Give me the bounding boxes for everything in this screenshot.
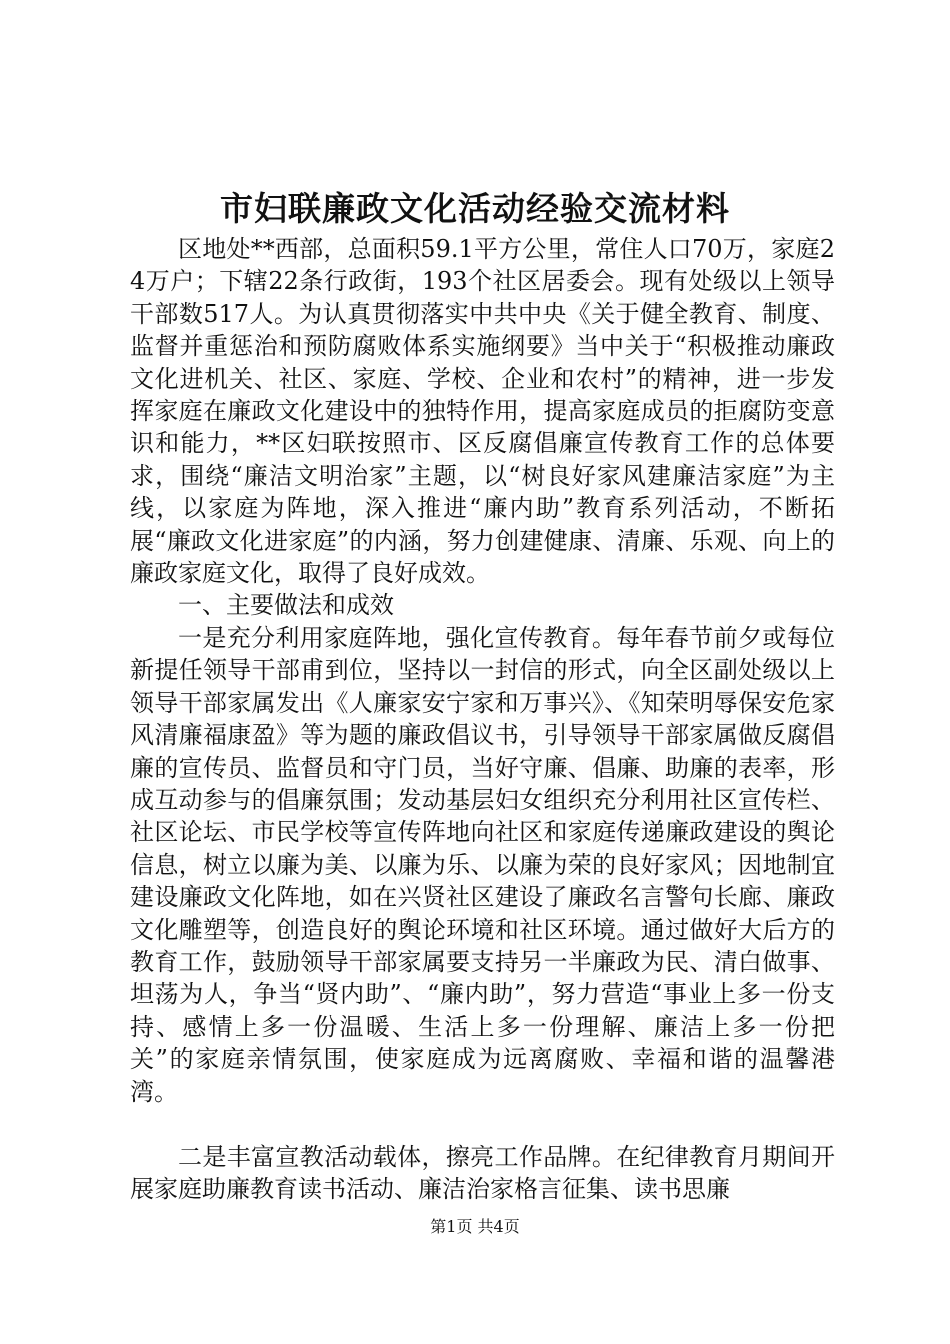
- document-title: 市妇联廉政文化活动经验交流材料: [220, 189, 730, 228]
- section-heading: 一、主要做法和成效: [178, 591, 394, 620]
- page-number-footer: 第1页 共4页: [430, 1217, 520, 1236]
- document-body: [130, 233, 835, 1206]
- paragraph-intro: 区地处**西部，总面积59.1平方公里，常住人口70万，家庭24万户；下辖22条行政街，193个社区居委会。现有处级以上领导干部数517人。为认真贯彻落实中共中央《关于健全教育、制度、监督并重惩治和预防腐败体系实施纲要》当中关于“积极推动廉政文化进机关、社区、家庭、学校、企业和农村”的精神，进一步发挥家庭在廉政文化建设中的独特作用，提高家庭成员的拒腐防变意识和能力，**区妇联按照市、区反腐倡廉宣传教育工作的总体要求，围绕“廉洁文明治家”主题，以“树良好家风建廉洁家庭”为主线，以家庭为阵地，深入推进“廉内助”教育系列活动，不断拓展“廉政文化进家庭”的内涵，努力创建健康、清廉、乐观、向上的廉政家庭文化，取得了良好成效。: [130, 235, 835, 588]
- paragraph-first-point: 一是充分利用家庭阵地，强化宣传教育。每年春节前夕或每位新提任领导干部甫到位，坚持以一封信的形式，向全区副处级以上领导干部家属发出《人廉家安宁家和万事兴》、《知荣明辱保安危家风清廉福康盈》等为题的廉政倡议书，引导领导干部家属做反腐倡廉的宣传员、监督员和守门员，当好守廉、倡廉、助廉的表率，形成互动参与的倡廉氛围；发动基层妇女组织充分利用社区宣传栏、社区论坛、市民学校等宣传阵地向社区和家庭传递廉政建设的舆论信息，树立以廉为美、以廉为乐、以廉为荣的良好家风；因地制宜建设廉政文化阵地，如在兴贤社区建设了廉政名言警句长廊、廉政文化雕塑等，创造良好的舆论环境和社区环境。通过做好大后方的教育工作，鼓励领导干部家属要支持另一半廉政为民、清白做事、坦荡为人，争当“贤内助”、“廉内助”，努力营造“事业上多一份支持、感情上多一份温暖、生活上多一份理解、廉洁上多一份把关”的家庭亲情氛围，使家庭成为远离腐败、幸福和谐的温馨港湾。: [130, 623, 835, 1106]
- paragraph-second-point: 二是丰富宣教活动载体，擦亮工作品牌。在纪律教育月期间开展家庭助廉教育读书活动、廉洁治家格言征集、读书思廉: [130, 1142, 835, 1204]
